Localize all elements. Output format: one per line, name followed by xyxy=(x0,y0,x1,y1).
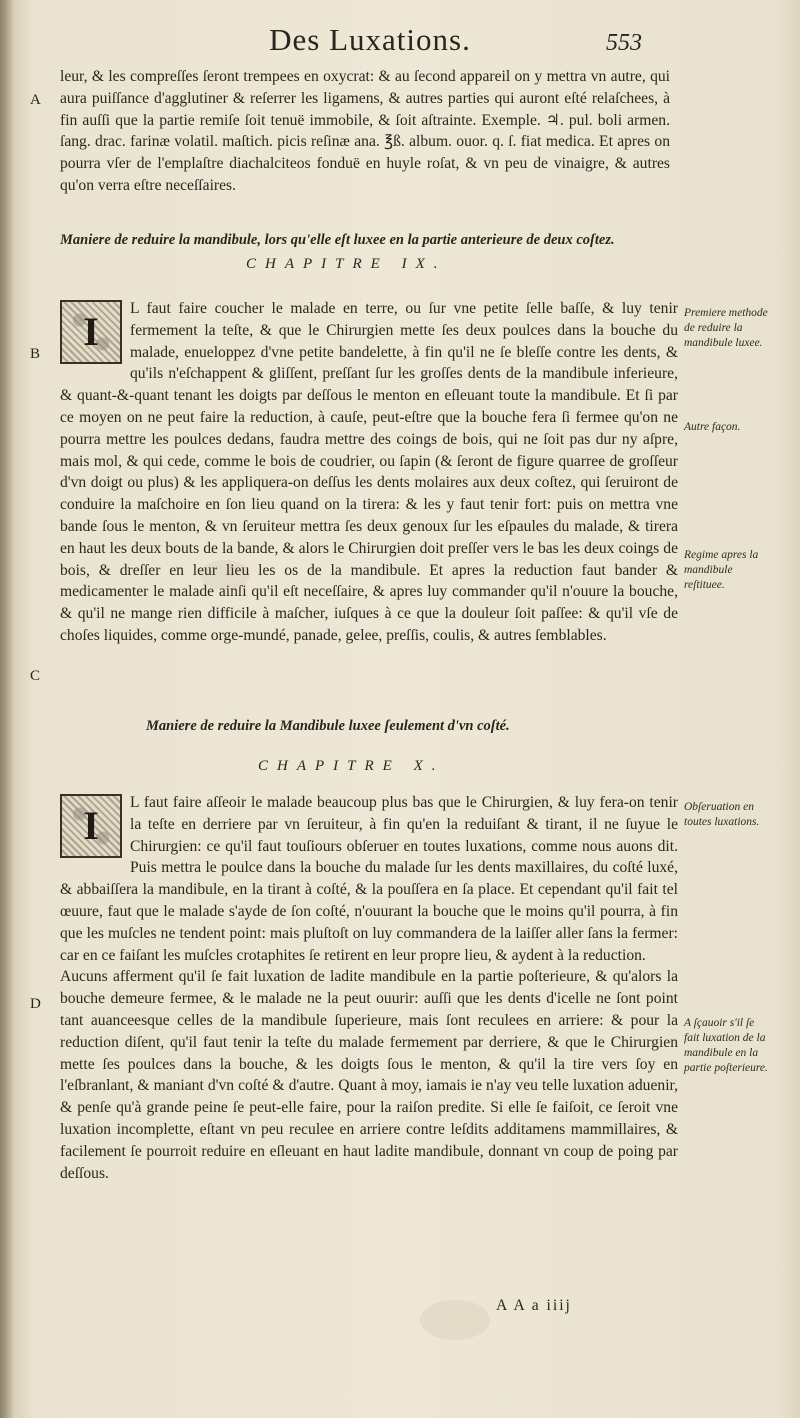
chapter-9-text: L faut faire coucher le malade en terre, ou ſur vne petite ſelle baſſe, & luy tenir fermement la teſte, & que le Chirurgien mette ſes deux poulces dans la bouche du malade, enueloppez d'vne petite bandelette, à fin qu'il ne ſe bleſſe contre les dents, & qu'ils n'eſchappent & gliſſent, preſſant ſur les groſſes dents de la mandibule inferieure, & quant-&-quant tenant les doigts par deſſous le menton en eſleuant toute la mandibule. Et ſi par ce moyen on ne peut faire la reduction, à cauſe, peut-eſtre que la bouche fera ſi fermee qu'on ne pourra mettre les poulces dedans, faudra mettre des coings de bois, qui ne ſoit pas dur ny aſpre, mais mol, & qui cede, comme le bois de coudrier, ou ſapin (& ſeront de figure quarree de groſſeur d'vn doigt ou plus) & les appliquera-on deſſus les dents molaires aux deux coſtez, qui ſeruiront de conduire la maſchoire en ſon lieu quand on la tirera: & les y faut tenir fort: puis on mettra vne bande ſous le menton, & vn ſeruiteur mettra ſes deux genoux ſur les eſpaules du malade, & tirera en haut les deux bouts de la bande, & alors le Chirurgien doit preſſer vers le bas les deux coings de bois, & dreſſer en leur lieu les os de la mandibule. Et apres la reduction faut bander & medicamenter le malade ainſi qu'il eſt neceſſaire, & apres luy commander qu'il n'ouure la bouche, & qu'il ne mange rien difficile à maſcher, iuſques à ce que la douleur ſoit paſſee: & qu'il vſe de choſes liquides, comme orge-mundé, panade, gelee, preſſis, coulis, & autres ſemblables. xyxy=(60,300,678,644)
margin-letter-c: C xyxy=(30,668,41,684)
chapter-10-title: CHAPITRE X. xyxy=(258,758,445,774)
chapter-9-heading: Maniere de reduire la mandibule, lors qu'elle eſt luxee en la partie anterieure de deux coſtez. xyxy=(60,232,615,248)
margin-letter-a: A xyxy=(30,92,41,108)
paragraph-continued xyxy=(60,66,670,197)
chapter-10-text: L faut faire aſſeoir le malade beaucoup plus bas que le Chirurgien, & luy fera-on tenir la teſte en derriere par vn ſeruiteur, à fin qu'en la reduiſant & tirant, il ne ſuyue le Chirurgien: ce qu'il faut touſiours obſeruer en toutes luxations, comme nous auons dit. Puis mettra le poulce dans la bouche du malade ſur les dents maxillaires, du coſté luxé, & abbaiſſera la mandibule, en la tirant à coſté, & la pouſſera en ſa place. Et cependant qu'il fait tel œuure, faut que le malade s'ayde de ſon coſté, n'ouurant la bouche que le moins qu'il pourra, à fin que les muſcles ne tendent point: mais pluſtoſt on luy commandera de la laiſſer aller ſans la fermer: car en ce faiſant les muſcles crotaphites ſe retirent en leur propre lieu, & aydent à la reduction. xyxy=(60,794,678,964)
margin-letter-b: B xyxy=(30,346,41,362)
running-head: Des Luxations. xyxy=(269,22,471,57)
decorated-initial xyxy=(60,794,122,858)
decorated-initial xyxy=(60,300,122,364)
initial-letter: I xyxy=(62,302,120,362)
margin-letter-d: D xyxy=(30,996,41,1012)
initial-letter: I xyxy=(62,796,120,856)
chapter-10-body xyxy=(60,792,678,1184)
sidenote-observation: Obſeruation en toutes luxations. xyxy=(684,801,760,828)
chapter-10-heading: Maniere de reduire la Mandibule luxee ſeulement d'vn coſté. xyxy=(146,718,510,734)
paper-stain xyxy=(420,1300,490,1340)
sidenote-premiere-methode: Premiere methode de reduire la mandibule luxee. xyxy=(684,307,768,349)
page-number: 553 xyxy=(606,30,642,56)
sidenote-regime: Regime apres la mandibule reſtituee. xyxy=(684,549,759,591)
signature-mark: A A a iiij xyxy=(496,1297,572,1314)
paragraph-text: leur, & les compreſſes ſeront trempees en oxycrat: & au ſecond appareil on y mettra vn autre, qui aura puiſſance d'agglutiner & reſerrer les ligamens, & autres parties qui auront eſté relaſchees, à fin auſſi que la partie remiſe ſoit tenuë immobile, & ſoit aſtrainte. Exemple. ♃. pul. boli armen. ſang. drac. farinæ volatil. maſtich. picis reſinæ ana. ℥ß. album. ouor. q. ſ. fiat medica. Et apres on pourra vſer de l'emplaſtre diachalciteos fonduë en huyle roſat, & vn peu de vinaigre, & autres qu'on verra eſtre neceſſaires. xyxy=(60,68,670,194)
chapter-9-title: CHAPITRE IX. xyxy=(246,256,447,272)
sidenote-luxation-posterieure: A ſçauoir s'il ſe fait luxation de la mandibule en la partie poſterieure. xyxy=(684,1017,768,1074)
chapter-10-text-2: Aucuns afferment qu'il ſe fait luxation de ladite mandibule en la partie poſterieure, & qu'alors la bouche demeure fermee, & le malade ne la peut ouurir: auſſi que les dents d'icelle ne ſont point tant auanceesque celles de la mandibule ſuperieure, mais ſont reculees en arriere: & pour la reduction diſent, qu'il faut tenir la teſte du malade fermement par derriere, & que le Chirurgien mette ſes poulces dans la bouche, & les doigts ſous le menton, & qu'il la tire vers ſoy en l'eſbranlant, & maniant d'vn coſté & d'autre. Quant à moy, iamais ie n'ay veu telle luxation aduenir, & penſe qu'à grande peine ſe peut-elle faire, pour la raiſon predite. Si elle ſe faiſoit, ce ſeroit vne luxation incomplette, eſtant vn peu reculee en arriere contre leſdits additamens mammillaires, & facilement ſe pourroit reduire en eſleuant en haut ladite mandibule, donnant vn coup de poing par deſſous. xyxy=(60,968,678,1182)
chapter-9-body xyxy=(60,298,678,647)
gutter-shadow xyxy=(0,0,14,1418)
sidenote-autre-facon: Autre façon. xyxy=(684,421,741,433)
